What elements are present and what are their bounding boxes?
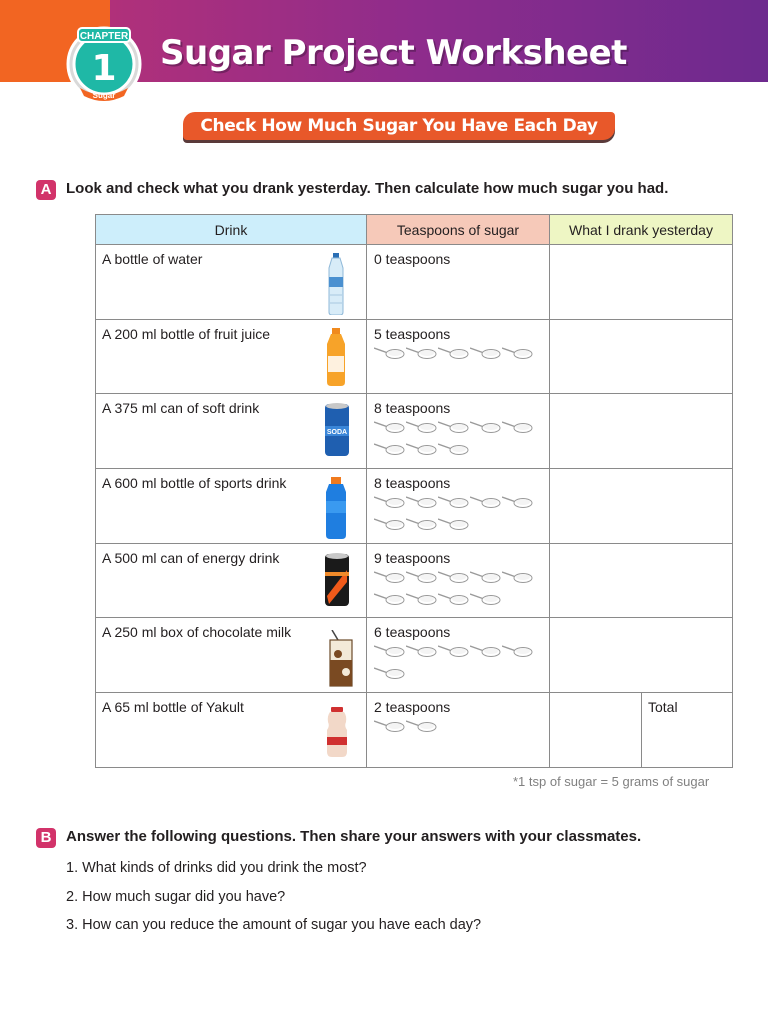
table-row	[96, 618, 733, 693]
teaspoon-icon	[374, 719, 406, 733]
teaspoon-icon	[406, 442, 438, 456]
teaspoon-icon	[374, 517, 406, 531]
teaspoon-icon	[438, 442, 470, 456]
subtitle-text: Check How Much Sugar You Have Each Day	[200, 116, 598, 136]
checkbox-cell[interactable]	[550, 469, 733, 544]
chapter-topic: Sugar	[92, 91, 116, 100]
teaspoon-icon	[502, 495, 534, 509]
teaspoon-icon	[374, 570, 406, 584]
spoon-group	[374, 346, 544, 368]
table-row	[96, 693, 733, 768]
teaspoon-icon	[406, 592, 438, 606]
teaspoon-count: 0 teaspoons	[374, 251, 451, 267]
teaspoon-icon	[374, 346, 406, 360]
teaspoon-icon	[406, 420, 438, 434]
milk-box-icon	[326, 630, 356, 688]
drink-label: A 250 ml box of chocolate milk	[102, 624, 292, 641]
teaspoon-icon	[502, 644, 534, 658]
teaspoon-icon	[374, 442, 406, 456]
teaspoon-icon	[470, 570, 502, 584]
checkbox-cell[interactable]	[550, 245, 733, 320]
juice-bottle-icon	[323, 328, 349, 386]
drink-label: A 600 ml bottle of sports drink	[102, 475, 287, 492]
footnote: *1 tsp of sugar = 5 grams of sugar	[513, 774, 710, 789]
question-2: 2. How much sugar did you have?	[66, 889, 286, 905]
teaspoon-icon	[438, 420, 470, 434]
chapter-label: CHAPTER	[79, 31, 129, 42]
page-title: Sugar Project Worksheet	[160, 33, 627, 73]
teaspoon-icon	[470, 346, 502, 360]
teaspoon-icon	[438, 592, 470, 606]
total-label: Total	[648, 699, 678, 716]
teaspoon-icon	[502, 570, 534, 584]
teaspoon-count: 5 teaspoons	[374, 325, 451, 342]
teaspoon-icon	[406, 495, 438, 509]
chapter-number: 1	[91, 48, 117, 89]
header-drank-yesterday: What I drank yesterday	[550, 215, 733, 245]
teaspoon-count: 2 teaspoons	[374, 699, 451, 716]
table-row	[96, 543, 733, 618]
teaspoon-icon	[406, 570, 438, 584]
table-row	[96, 319, 733, 394]
teaspoon-count: 6 teaspoons	[374, 624, 451, 641]
total-cell[interactable]	[642, 693, 733, 768]
header-teaspoons: Teaspoons of sugar	[367, 215, 550, 245]
teaspoon-icon	[502, 346, 534, 360]
teaspoon-icon	[374, 666, 406, 680]
chapter-badge	[66, 22, 142, 102]
teaspoon-icon	[406, 644, 438, 658]
spoon-group	[374, 719, 544, 741]
water-bottle-icon	[326, 253, 346, 315]
yakult-bottle-icon	[325, 707, 349, 757]
drink-label: A 200 ml bottle of fruit juice	[102, 325, 271, 342]
energy-drink-icon	[323, 552, 351, 608]
teaspoon-icon	[406, 517, 438, 531]
teaspoon-count: 8 teaspoons	[374, 475, 451, 492]
teaspoon-icon	[438, 570, 470, 584]
teaspoon-icon	[374, 420, 406, 434]
section-b-instruction: Answer the following questions. Then share your answers with your classmates.	[66, 828, 642, 845]
table-row	[96, 469, 733, 544]
header-drink: Drink	[96, 215, 367, 245]
teaspoon-icon	[438, 644, 470, 658]
section-a-badge: A	[36, 180, 56, 200]
section-a-instruction: Look and check what you drank yesterday. Then calculate how much sugar you had.	[66, 180, 669, 197]
table-row	[96, 245, 733, 320]
checkbox-cell[interactable]	[550, 319, 733, 394]
section-b-badge: B	[36, 828, 56, 848]
teaspoon-icon	[406, 719, 438, 733]
question-1: 1. What kinds of drinks did you drink the most?	[66, 860, 367, 876]
checkbox-cell[interactable]	[550, 394, 733, 469]
question-3: 3. How can you reduce the amount of sugar you have each day?	[66, 917, 482, 933]
teaspoon-icon	[374, 495, 406, 509]
spoon-group	[374, 570, 544, 614]
teaspoon-count: 8 teaspoons	[374, 400, 451, 417]
soda-can-icon	[323, 402, 351, 458]
svg-text:SODA: SODA	[326, 429, 348, 437]
teaspoon-icon	[374, 592, 406, 606]
sugar-table	[95, 214, 733, 768]
drink-label: A 375 ml can of soft drink	[102, 400, 260, 417]
teaspoon-icon	[502, 420, 534, 434]
teaspoon-icon	[406, 346, 438, 360]
teaspoon-icon	[470, 644, 502, 658]
drink-label: A 65 ml bottle of Yakult	[102, 699, 244, 716]
teaspoon-count: 9 teaspoons	[374, 549, 451, 566]
teaspoon-icon	[374, 644, 406, 658]
teaspoon-icon	[438, 517, 470, 531]
spoon-group	[374, 495, 544, 539]
subtitle-banner	[183, 112, 615, 140]
drink-label: A 500 ml can of energy drink	[102, 549, 280, 566]
teaspoon-icon	[470, 420, 502, 434]
sports-drink-icon	[323, 477, 349, 539]
spoon-group	[374, 644, 544, 688]
teaspoon-icon	[438, 495, 470, 509]
drink-label: A bottle of water	[102, 251, 203, 267]
checkbox-cell[interactable]	[550, 618, 733, 693]
spoon-group	[374, 420, 544, 464]
checkbox-cell[interactable]	[550, 543, 733, 618]
table-row	[96, 394, 733, 469]
teaspoon-icon	[470, 592, 502, 606]
teaspoon-icon	[470, 495, 502, 509]
teaspoon-icon	[438, 346, 470, 360]
checkbox-cell[interactable]	[550, 693, 642, 768]
